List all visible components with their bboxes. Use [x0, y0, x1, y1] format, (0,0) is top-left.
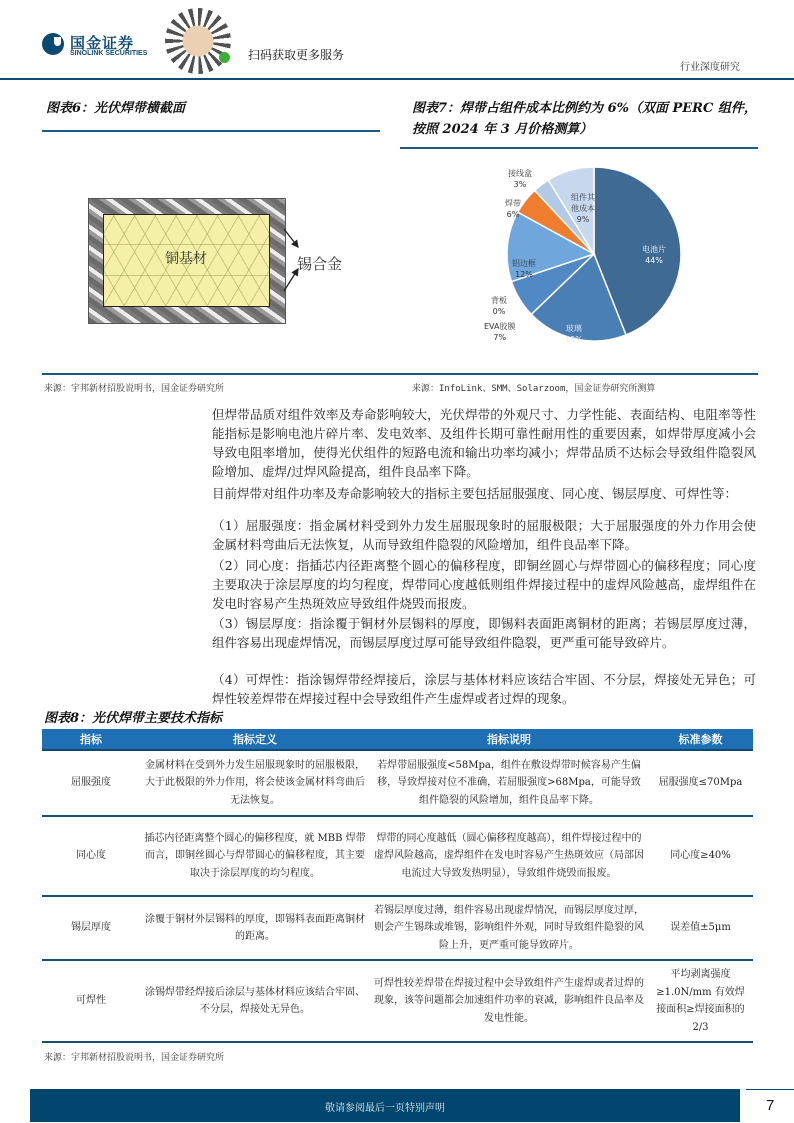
- pie-label-junction-box: 接线盒 3%: [508, 169, 532, 189]
- mini-program-icon: [219, 52, 230, 63]
- figure6-title-rule: [42, 130, 380, 132]
- table-row: [42, 960, 753, 1042]
- cell-indicator: 同心度: [42, 816, 140, 896]
- cell-standard: 同心度≥40%: [648, 816, 753, 896]
- col-header-description: 指标说明: [370, 729, 648, 750]
- cell-indicator: 锡层厚度: [42, 896, 140, 960]
- page-number-rule: [746, 1089, 794, 1090]
- footer-disclaimer-link[interactable]: 敬请参阅最后一页特别声明: [325, 1103, 445, 1114]
- cell-definition: 金属材料在受到外力发生屈服现象时的屈服极限，大于此极限的外力作用，将会使该金属材料弯曲后无法恢复。: [140, 750, 370, 816]
- pie-label-other: 组件其 他成本 9%: [571, 193, 595, 224]
- page-number: 7: [766, 1097, 775, 1114]
- pie-label-glass: 玻璃 19%: [565, 324, 583, 344]
- paragraph-solderability: （4）可焊性：指涂锡焊带经焊接后，涂层与基体材料应该结合牢固、不分层，焊接处无异色；可焊性较差焊带在焊接过程中会导致组件产生虚焊或者过焊的现象。: [212, 672, 756, 706]
- pie-label-frame: 铝边框 12%: [512, 259, 536, 279]
- table-header-row: [42, 729, 753, 750]
- copper-core-label: 铜基材: [165, 251, 207, 267]
- paragraph-yield-strength: （1）屈服强度：指金属材料受到外力发生屈服现象时的屈服极限；大于屈服强度的外力作用会使金属材料弯曲后无法恢复，从而导致组件隐裂的风险增加，组件良品率下降。: [212, 518, 756, 552]
- pie-label-eva: EVA胶膜 7%: [484, 322, 516, 342]
- figure7-title-line1: 图表7：焊带占组件成本比例约为 6%（双面 PERC 组件，: [412, 101, 757, 116]
- tin-alloy-label: 锡合金: [297, 255, 343, 273]
- cell-description: 若焊带屈服强度<58Mpa，组件在敷设焊带时候容易产生偏移，导致焊接对位不准确，若屈服强度>68Mpa，可能导致组件隐裂的风险增加，组件良品率下降。: [370, 750, 648, 816]
- cell-indicator: 屈服强度: [42, 750, 140, 816]
- table-row: [42, 750, 753, 816]
- col-header-definition: 指标定义: [140, 729, 370, 750]
- cell-description: 若锡层厚度过薄，组件容易出现虚焊情况，而锡层厚度过厚，则会产生锡珠或堆锡，影响组件外观，同时导致组件隐裂的风险上升，更严重可能导致碎片。: [370, 896, 648, 960]
- paragraph-tin-thickness: （3）锡层厚度：指涂覆于铜材外层锡料的厚度，即锡料表面距离铜材的距离；若锡层厚度过薄，组件容易出现虚焊情况，而锡层厚度过厚可能导致组件隐裂，更严重可能导致碎片。: [212, 616, 756, 650]
- qr-caption: 扫码获取更多服务: [248, 48, 345, 62]
- logo-english-name: SINOLINK SECURITIES: [70, 50, 148, 57]
- table-row: [42, 896, 753, 960]
- col-header-indicator: 指标: [42, 729, 140, 750]
- pie-label-backsheet: 背板 0%: [491, 296, 507, 316]
- cell-definition: 插芯内径距离整个圆心的偏移程度，就 MBB 焊带而言，即铜丝圆心与焊带圆心的偏移程度，其主要取决于涂层厚度的均匀程度。: [140, 816, 370, 896]
- cell-definition: 涂锡焊带经焊接后涂层与基体材料应该结合牢固、不分层，焊接处无异色。: [140, 960, 370, 1042]
- figure7-title-line2: 按照 2024 年 3 月价格测算）: [412, 122, 593, 137]
- cell-definition: 涂覆于铜材外层锡料的厚度，即锡料表面距离铜材的距离。: [140, 896, 370, 960]
- header-divider: [0, 78, 794, 80]
- paragraph-key-indicators: 目前焊带对组件功率及寿命影响较大的指标主要包括屈服强度、同心度、锡层厚度、可焊性等：: [212, 486, 738, 501]
- qr-code-icon[interactable]: [165, 8, 231, 74]
- figure6-title: 图表6：光伏焊带横截面: [46, 101, 186, 116]
- logo-chinese-name: 国金证券: [70, 34, 135, 52]
- table-row: [42, 816, 753, 896]
- report-type-tag: 行业深度研究: [680, 62, 740, 73]
- paragraph-concentricity: （2）同心度：指插芯内径距离整个圆心的偏移程度，即铜丝圆心与焊带圆心的偏移程度；同心度主要取决于涂层厚度的均匀程度，焊带同心度越低则组件焊接过程中的虚焊风险越高，虚焊组件在发电时容易产生热斑效应导致组件烧毁而报废。: [212, 558, 756, 611]
- pie-label-ribbon: 焊带 6%: [505, 199, 521, 219]
- figure7-title-rule: [400, 147, 758, 149]
- cell-description: 可焊性较差焊带在焊接过程中会导致组件产生虚焊或者过焊的现象，该等问题都会加速组件功率的衰减，影响组件良品率及发电性能。: [370, 960, 648, 1042]
- sinolink-logo-icon: [42, 33, 64, 55]
- paragraph-ribbon-quality: 但焊带品质对组件效率及寿命影响较大，光伏焊带的外观尺寸、力学性能、表面结构、电阻率等性能指标是影响电池片碎片率、发电效率、及组件长期可靠性耐用性的重要因素，如焊带厚度减小会导致电阻率增加，使得光伏组件的短路电流和输出功率均减小；焊带品质不达标会导致组件隐裂风险增加、虚焊/过焊风险提高，组件良品率下降。: [212, 407, 756, 479]
- cell-standard: 误差值±5μm: [648, 896, 753, 960]
- figure8-source: 来源：宇邦新材招股说明书，国金证券研究所: [44, 1053, 225, 1063]
- cell-indicator: 可焊性: [42, 960, 140, 1042]
- figure7-source: 来源：InfoLink、SMM、Solarzoom，国金证券研究所测算: [412, 384, 656, 394]
- col-header-standard: 标准参数: [648, 729, 753, 750]
- cell-standard: 屈服强度≤70Mpa: [648, 750, 753, 816]
- tech-indicator-table: [42, 729, 753, 1043]
- figure6-source: 来源：宇邦新材招股说明书，国金证券研究所: [44, 384, 225, 394]
- cell-description: 焊带的同心度越低（圆心偏移程度越高），组件焊接过程中的虚焊风险越高，虚焊组件在发电时容易产生热斑效应（局部因电流过大导致发热明显），导致组件烧毁而报废。: [370, 816, 648, 896]
- cell-standard: 平均剥离强度≥1.0N/mm 有效焊接面积≥焊接面积的 2/3: [648, 960, 753, 1042]
- pie-label-cell: 电池片 44%: [642, 245, 666, 265]
- figures-bottom-rule: [42, 373, 758, 375]
- figure8-title: 图表8：光伏焊带主要技术指标: [44, 711, 223, 726]
